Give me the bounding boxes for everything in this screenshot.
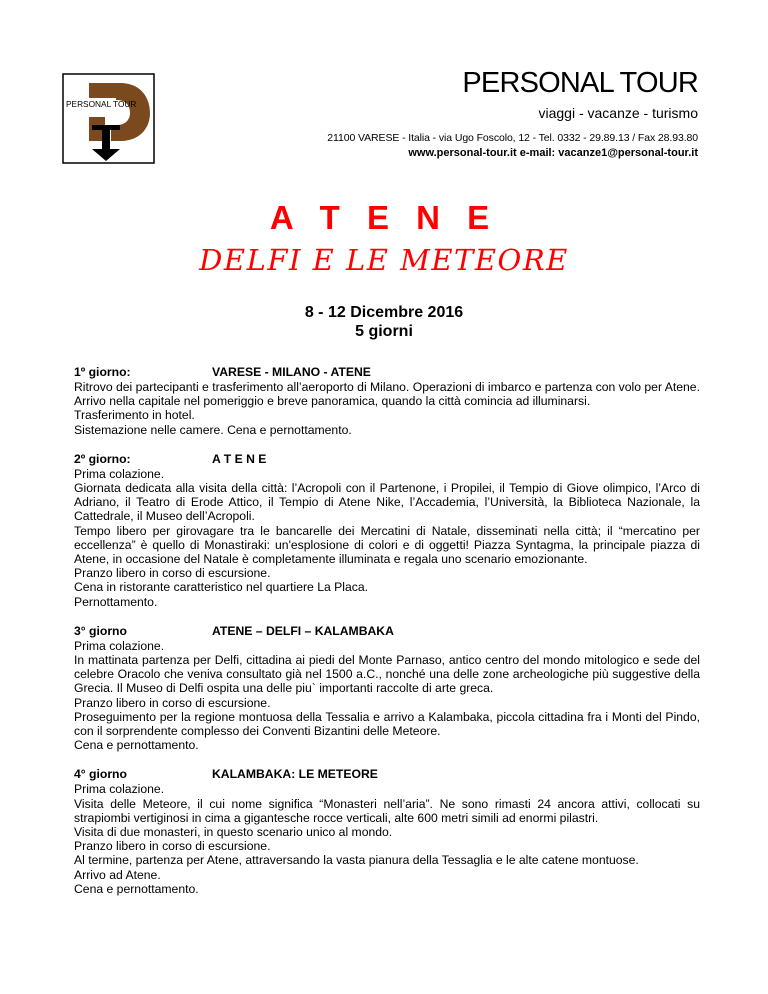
day-line: Tempo libero per girovagare tra le bancarelle dei Mercatini di Natale, disseminati nella città; il “mercatino per eccellenza” è quello di Monastiraki: un'esplosione di colori e di oggetti! Piazza Syntagma, la principale piazza di Atene, in occasione del Natale è completamente illuminata e regala uno scenario emozionante. bbox=[74, 523, 700, 567]
day-line: Cena e pernottamento. bbox=[74, 881, 199, 896]
day-line: Arrivo ad Atene. bbox=[74, 867, 161, 882]
day-label: 3° giorno bbox=[74, 623, 127, 638]
day-line: Sistemazione nelle camere. Cena e pernottamento. bbox=[74, 422, 352, 437]
day-label: 4° giorno bbox=[74, 767, 127, 782]
day-route: A T E N E bbox=[212, 451, 267, 466]
day-line: Trasferimento in hotel. bbox=[74, 408, 195, 423]
day-description bbox=[74, 467, 700, 609]
day-description bbox=[74, 380, 700, 437]
day-line: Pernottamento. bbox=[74, 594, 158, 609]
day-line: Prima colazione. bbox=[74, 466, 165, 481]
day-line: Prima colazione. bbox=[74, 782, 165, 797]
day-3 bbox=[74, 624, 700, 753]
agency-name: PERSONAL TOUR bbox=[462, 67, 698, 99]
day-line: Pranzo libero in corso di escursione. bbox=[74, 839, 271, 854]
day-line: Arrivo nella capitale nel pomeriggio e breve panoramica, quando la città comincia ad illuminarsi. bbox=[74, 394, 591, 409]
itinerary bbox=[74, 365, 700, 911]
day-line: Visita delle Meteore, il cui nome significa “Monasteri nell’aria”. Ne sono rimasti 24 ancora attivi, collocati su strapiombi vertiginosi in cima a gigantesche rocce verticali, alte 600 metri simili ad enormi pilastri. bbox=[74, 796, 700, 825]
agency-logo bbox=[62, 73, 155, 164]
day-route: KALAMBAKA: LE METEORE bbox=[212, 767, 378, 782]
day-line: Prima colazione. bbox=[74, 638, 165, 653]
trip-duration: 5 giorni bbox=[355, 323, 413, 340]
day-line: Al termine, partenza per Atene, attraversando la vasta pianura della Tessaglia e le alte catene montuose. bbox=[74, 853, 639, 868]
day-line: Pranzo libero in corso di escursione. bbox=[74, 695, 271, 710]
svg-text:PERSONAL TOUR: PERSONAL TOUR bbox=[66, 99, 137, 109]
day-route: VARESE - MILANO - ATENE bbox=[212, 365, 371, 379]
day-line: Cena in ristorante caratteristico nel quartiere La Placa. bbox=[74, 580, 369, 595]
day-line: Pranzo libero in corso di escursione. bbox=[74, 566, 271, 581]
trip-subtitle: DELFI E LE METEORE bbox=[199, 243, 569, 277]
day-route: ATENE – DELFI – KALAMBAKA bbox=[212, 623, 394, 638]
day-description bbox=[74, 639, 700, 753]
day-line: Proseguimento per la regione montuosa della Tessalia e arrivo a Kalambaka, piccola cittadina fra i Monti del Pindo, con il sorprendente complesso dei Conventi Bizantini delle Meteore. bbox=[74, 709, 700, 739]
day-header bbox=[74, 452, 700, 467]
agency-web-contacts: www.personal-tour.it e-mail: vacanze1@personal-tour.it bbox=[408, 147, 698, 159]
day-line: In mattinata partenza per Delfi, cittadina ai piedi del Monte Parnaso, antico centro del mondo mitologico e sede del celebre Oracolo che veniva consultato già nel 1500 a.C., nonché una delle zone archeologiche più suggestive della Grecia. Il Museo di Delfi ospita una delle piu` importanti raccolte di arte greca. bbox=[74, 653, 700, 696]
agency-tagline: viaggi - vacanze - turismo bbox=[538, 105, 698, 121]
day-label: 2º giorno: bbox=[74, 451, 131, 466]
agency-address: 21100 VARESE - Italia - via Ugo Foscolo, 12 - Tel. 0332 - 29.89.13 / Fax 28.93.80 bbox=[327, 132, 698, 144]
day-line: Giornata dedicata alla visita della città: l’Acropoli con il Partenone, i Propilei, il Tempio di Giove olimpico, l’Arco di Adriano, il Teatro di Erode Attico, il Tempio di Atene Nike, l’Accademia, l’Università, la Biblioteca Nazionale, la Cattedrale, il Museo dell’Acropoli. bbox=[74, 481, 700, 524]
day-line: Cena e pernottamento. bbox=[74, 738, 199, 753]
day-header bbox=[74, 624, 700, 639]
trip-title: A T E N E bbox=[269, 199, 499, 236]
day-line: Ritrovo dei partecipanti e trasferimento all’aeroporto di Milano. Operazioni di imbarco e partenza con volo per Atene. bbox=[74, 380, 700, 394]
day-2 bbox=[74, 452, 700, 609]
day-header bbox=[74, 767, 700, 782]
trip-dates: 8 - 12 Dicembre 2016 bbox=[304, 304, 464, 321]
day-1 bbox=[74, 365, 700, 437]
day-label: 1º giorno: bbox=[74, 365, 131, 379]
day-description bbox=[74, 782, 700, 896]
day-header bbox=[74, 365, 700, 380]
day-4 bbox=[74, 767, 700, 896]
day-line: Visita di due monasteri, in questo scenario unico al mondo. bbox=[74, 825, 393, 840]
